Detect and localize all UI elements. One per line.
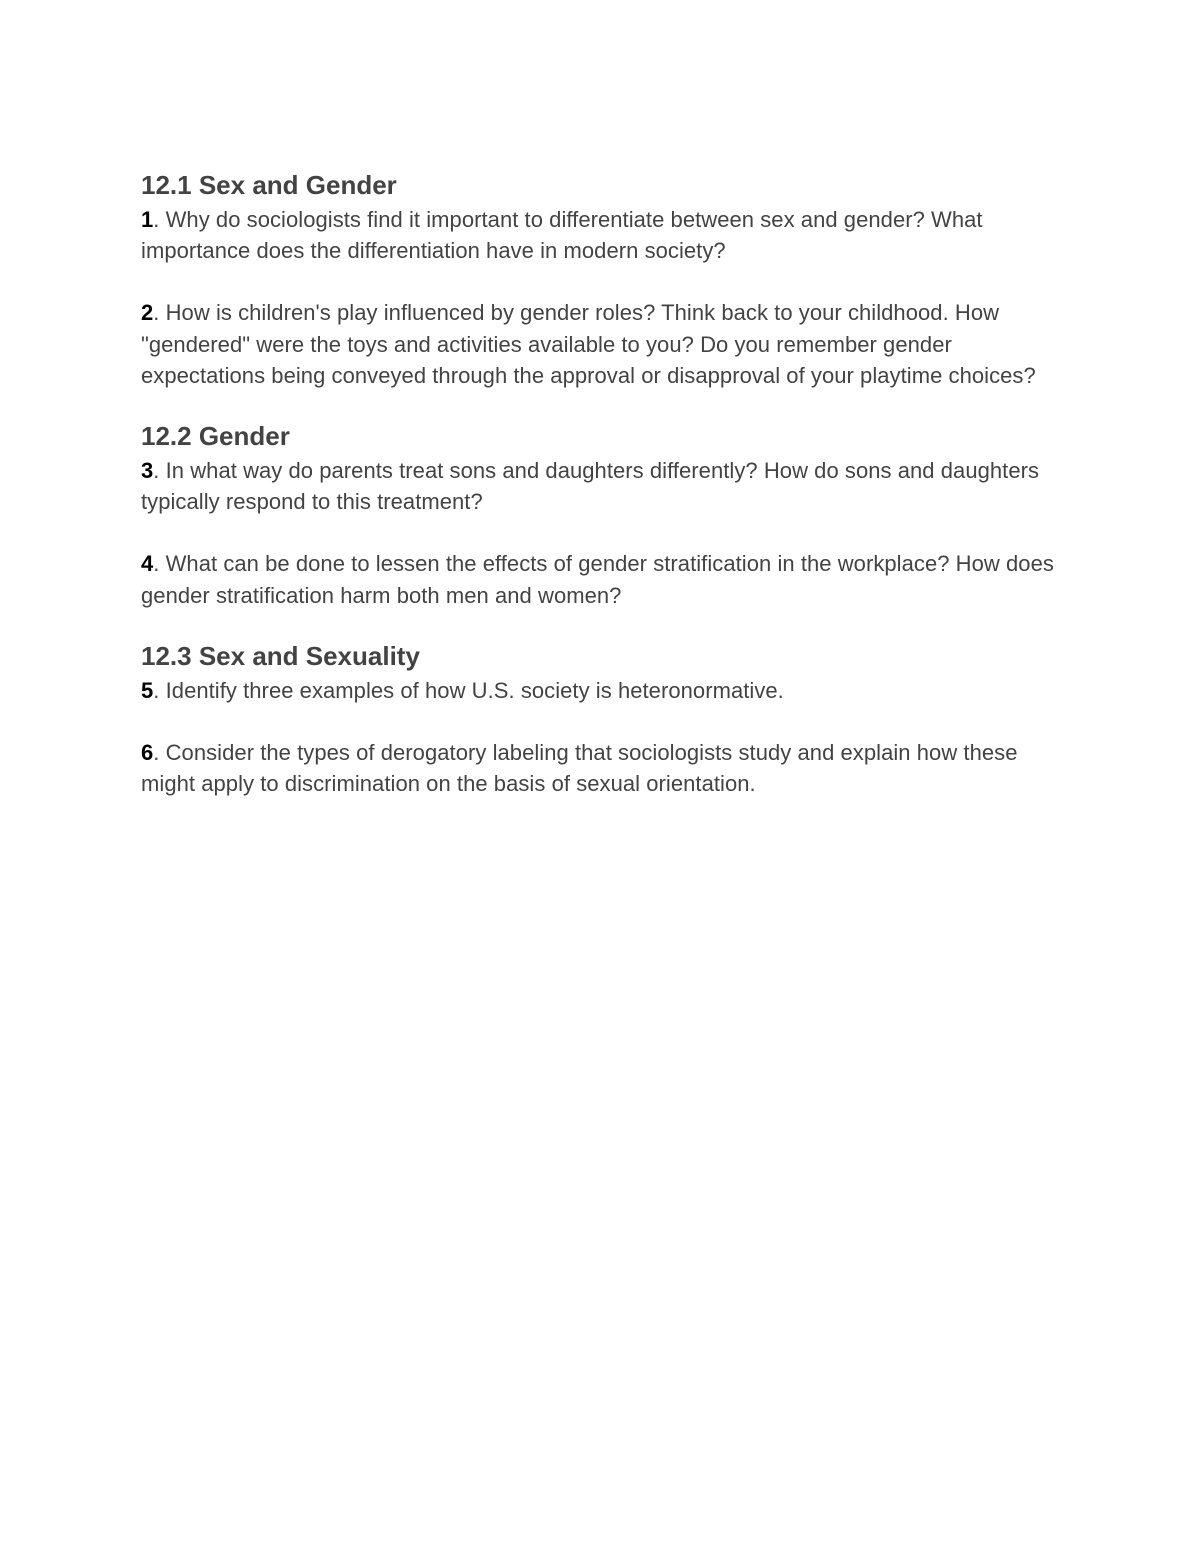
question-number: 3 bbox=[141, 458, 154, 484]
section-12-1 bbox=[141, 168, 1071, 391]
section-heading: 12.1 Sex and Gender bbox=[141, 170, 397, 200]
question-3 bbox=[141, 455, 1071, 517]
question-text: . Identify three examples of how U.S. society is heteronormative. bbox=[153, 677, 784, 703]
question-number: 5 bbox=[141, 677, 154, 703]
section-12-2 bbox=[141, 419, 1071, 611]
question-number: 2 bbox=[141, 300, 154, 326]
question-number: 4 bbox=[141, 551, 154, 577]
question-2 bbox=[141, 297, 1071, 391]
question-text: . How is children's play influenced by gender roles? Think back to your childhood. How "gendered" were the toys and activities available to you? Do you remember gender expectations being conveyed through the approval or disapproval of your playtime choices? bbox=[141, 300, 1036, 388]
section-heading: 12.3 Sex and Sexuality bbox=[141, 640, 420, 671]
section-12-3 bbox=[141, 639, 1071, 800]
question-number: 6 bbox=[141, 740, 154, 766]
section-heading: 12.2 Gender bbox=[141, 421, 290, 452]
question-text: . In what way do parents treat sons and daughters differently? How do sons and daughters typically respond to this treatment? bbox=[141, 458, 1040, 515]
question-1 bbox=[141, 204, 1071, 266]
question-text: . Consider the types of derogatory labeling that sociologists study and explain how these might apply to discrimination on the basis of sexual orientation. bbox=[141, 740, 1018, 797]
question-5 bbox=[141, 675, 1071, 706]
document-page bbox=[141, 168, 1071, 799]
question-6 bbox=[141, 737, 1071, 799]
question-text: . What can be done to lessen the effects of gender stratification in the workplace? How does gender stratification harm both men and women? bbox=[141, 551, 1054, 608]
question-number: 1 bbox=[141, 207, 154, 232]
question-4 bbox=[141, 548, 1071, 610]
question-text: . Why do sociologists find it important to differentiate between sex and gender? What importance does the differentiation have in modern society? bbox=[141, 207, 983, 264]
